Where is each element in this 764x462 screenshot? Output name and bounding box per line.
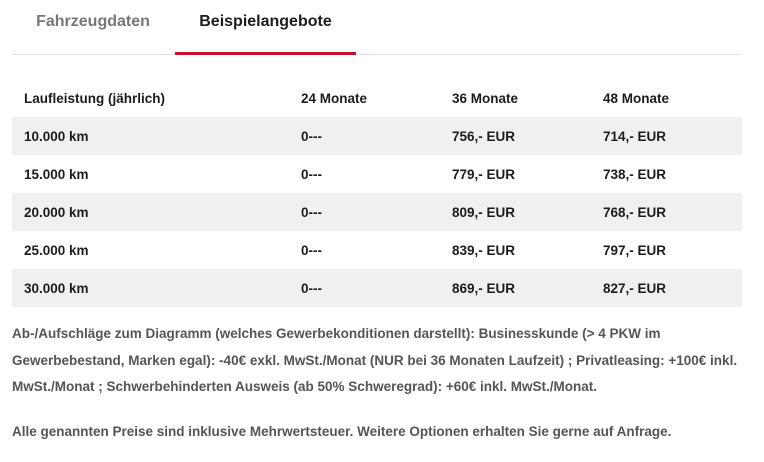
mileage-cell: 15.000 km	[24, 166, 89, 182]
price-36-cell: 809,- EUR	[452, 204, 516, 220]
tab-beispielangebote-label: Beispielangebote	[199, 13, 332, 30]
price-48-cell: 738,- EUR	[603, 166, 667, 182]
surcharge-note: Ab-/Aufschläge zum Diagramm (welches Gewerbekonditionen darstellt): Businesskunde (> 4 PKW im Gewerbebestand, Marken egal): -40€ exkl. MwSt./Monat (NUR bei 36 Monaten Laufzeit) ; Privatleasing: +100€ inkl. MwSt./Monat ; Schwerbehinderten Ausweis (ab 50% Schweregrad): +60€ inkl. MwSt./Monat.	[12, 326, 738, 394]
table-row	[12, 231, 742, 269]
mileage-cell: 20.000 km	[24, 204, 89, 220]
mileage-cell: 10.000 km	[24, 128, 89, 144]
price-48-cell: 768,- EUR	[603, 204, 667, 220]
table-row	[12, 155, 742, 193]
tab-fahrzeugdaten-label: Fahrzeugdaten	[36, 13, 150, 30]
price-36-cell: 779,- EUR	[452, 166, 516, 182]
price-48-cell: 797,- EUR	[603, 242, 667, 258]
tab-fahrzeugdaten[interactable]	[12, 0, 174, 54]
mileage-cell: 30.000 km	[24, 280, 89, 296]
leasing-price-table	[12, 79, 742, 307]
header-mileage: Laufleistung (jährlich)	[24, 90, 166, 106]
price-24-cell: 0---	[301, 204, 322, 220]
notes-section	[12, 321, 744, 445]
table-row	[12, 193, 742, 231]
price-24-cell: 0---	[301, 242, 322, 258]
price-24-cell: 0---	[301, 166, 322, 182]
vat-note: Alle genannten Preise sind inklusive Mehrwertsteuer. Weitere Optionen erhalten Sie gerne auf Anfrage.	[12, 423, 672, 439]
table-row	[12, 269, 742, 307]
price-36-cell: 839,- EUR	[452, 242, 516, 258]
price-48-cell: 714,- EUR	[603, 128, 667, 144]
active-tab-indicator	[175, 52, 356, 55]
table-header-row	[12, 79, 742, 117]
price-24-cell: 0---	[301, 128, 322, 144]
table-row	[12, 117, 742, 155]
header-48-months: 48 Monate	[603, 90, 670, 106]
price-36-cell: 756,- EUR	[452, 128, 516, 144]
price-36-cell: 869,- EUR	[452, 280, 516, 296]
price-24-cell: 0---	[301, 280, 322, 296]
tab-bar	[12, 0, 742, 55]
tab-beispielangebote[interactable]	[175, 0, 356, 54]
header-24-months: 24 Monate	[301, 90, 368, 106]
header-36-months: 36 Monate	[452, 90, 519, 106]
price-48-cell: 827,- EUR	[603, 280, 667, 296]
mileage-cell: 25.000 km	[24, 242, 89, 258]
